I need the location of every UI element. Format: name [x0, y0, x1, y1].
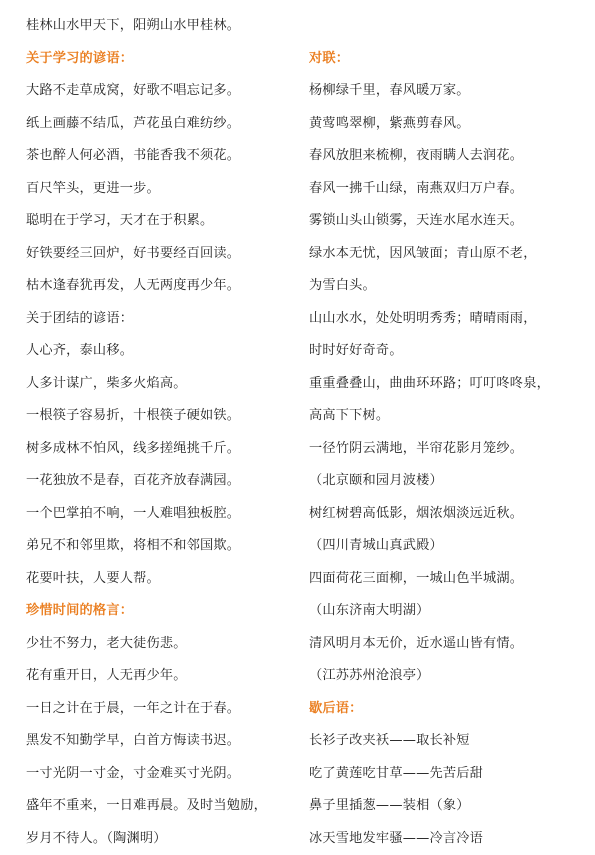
left-text-line: 大路不走草成窝，好歌不唱忘记多。 — [26, 75, 296, 108]
right-text-line: 树红树碧高低影，烟浓烟淡远近秋。 — [309, 498, 589, 531]
left-text-line: 岁月不待人。（陶渊明） — [26, 823, 296, 855]
left-text-line: 树多成林不怕风，线多搓绳挑千斤。 — [26, 433, 296, 466]
right-section-heading: 对联： — [309, 43, 589, 76]
left-text-line: 聪明在于学习，天才在于积累。 — [26, 205, 296, 238]
left-text-line: 百尺竿头，更进一步。 — [26, 173, 296, 206]
left-text-line: 一个巴掌拍不响，一人难唱独板腔。 — [26, 498, 296, 531]
left-text-line: 人心齐，泰山移。 — [26, 335, 296, 368]
right-column — [309, 10, 589, 855]
left-text-line: 人多计谋广，柴多火焰高。 — [26, 368, 296, 401]
right-text-line: 吃了黄莲吃甘草——先苦后甜 — [309, 758, 589, 791]
right-text-line: 春风放胆来梳柳，夜雨瞒人去润花。 — [309, 140, 589, 173]
left-text-line: 花有重开日，人无再少年。 — [26, 660, 296, 693]
right-text-line: 一径竹阴云满地，半帘花影月笼纱。 — [309, 433, 589, 466]
left-text-line: 一寸光阴一寸金，寸金难买寸光阴。 — [26, 758, 296, 791]
right-text-line: 重重叠叠山，曲曲环环路；叮叮咚咚泉， — [309, 368, 589, 401]
right-text-line: 冰天雪地发牢骚——冷言冷语 — [309, 823, 589, 855]
left-text-line: 桂林山水甲天下，阳朔山水甲桂林。 — [26, 10, 296, 43]
right-text-line: 黄莺鸣翠柳，紫燕剪春风。 — [309, 108, 589, 141]
right-text-line: 长衫子改夹袄——取长补短 — [309, 725, 589, 758]
left-text-line: 关于团结的谚语： — [26, 303, 296, 336]
left-text-line: 好铁要经三回炉，好书要经百回读。 — [26, 238, 296, 271]
right-text-line: 清风明月本无价，近水遥山皆有情。 — [309, 628, 589, 661]
right-text-line: 绿水本无忧，因风皱面；青山原不老， — [309, 238, 589, 271]
left-column — [26, 10, 296, 855]
right-text-line: 时时好好奇奇。 — [309, 335, 589, 368]
left-text-line: 茶也醉人何必酒，书能香我不须花。 — [26, 140, 296, 173]
left-section-heading: 珍惜时间的格言： — [26, 595, 296, 628]
right-text-line: （北京颐和园月波楼） — [309, 465, 589, 498]
left-section-heading: 关于学习的谚语： — [26, 43, 296, 76]
right-section-heading: 歇后语： — [309, 693, 589, 726]
left-text-line: 花要叶扶，人要人帮。 — [26, 563, 296, 596]
left-text-line: 枯木逢春犹再发，人无两度再少年。 — [26, 270, 296, 303]
right-text-line: （山东济南大明湖） — [309, 595, 589, 628]
left-text-line: 弟兄不和邻里欺，将相不和邻国欺。 — [26, 530, 296, 563]
left-text-line: 一根筷子容易折，十根筷子硬如铁。 — [26, 400, 296, 433]
left-text-line: 纸上画藤不结瓜，芦花虽白难纺纱。 — [26, 108, 296, 141]
right-text-line: 雾锁山头山锁雾，天连水尾水连天。 — [309, 205, 589, 238]
right-text-line — [309, 10, 589, 43]
right-text-line: （江苏苏州沧浪亭） — [309, 660, 589, 693]
right-text-line: 高高下下树。 — [309, 400, 589, 433]
left-text-line: 黑发不知勤学早，白首方悔读书迟。 — [26, 725, 296, 758]
right-text-line: 鼻子里插葱——装相（象） — [309, 790, 589, 823]
right-text-line: 春风一拂千山绿，南燕双归万户春。 — [309, 173, 589, 206]
right-text-line: 四面荷花三面柳，一城山色半城湖。 — [309, 563, 589, 596]
right-text-line: 山山水水，处处明明秀秀；晴晴雨雨， — [309, 303, 589, 336]
right-text-line: 为雪白头。 — [309, 270, 589, 303]
left-text-line: 盛年不重来，一日难再晨。及时当勉励， — [26, 790, 296, 823]
left-text-line: 一花独放不是春，百花齐放春满园。 — [26, 465, 296, 498]
right-text-line: 杨柳绿千里，春风暖万家。 — [309, 75, 589, 108]
left-text-line: 少壮不努力，老大徒伤悲。 — [26, 628, 296, 661]
right-text-line: （四川青城山真武殿） — [309, 530, 589, 563]
left-text-line: 一日之计在于晨，一年之计在于春。 — [26, 693, 296, 726]
